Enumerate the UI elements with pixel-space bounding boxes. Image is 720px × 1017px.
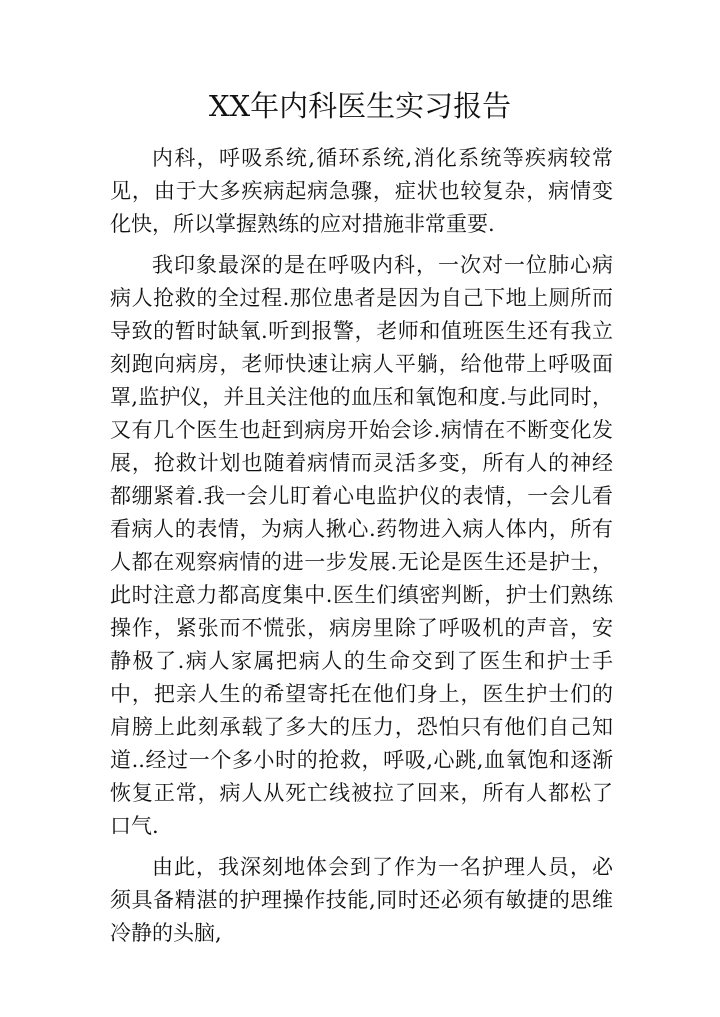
- document-title: XX年内科医生实习报告: [208, 89, 512, 123]
- paragraph-3: 由此，我深刻地体会到了作为一名护理人员，必须具备精湛的护理操作技能,同时还必须有敏捷的思维冷静的头脑,: [110, 855, 613, 945]
- paragraph-2: 我印象最深的是在呼吸内科，一次对一位肺心病病人抢救的全过程.那位患者是因为自己下地上厕所而导致的暂时缺氧.听到报警，老师和值班医生还有我立刻跑向病房，老师快速让病人平躺，给他带上呼吸面罩,监护仪，并且关注他的血压和氧饱和度.与此同时，又有几个医生也赶到病房开始会诊.病情在不断变化发展，抢救计划也随着病情而灵活多变，所有人的神经都绷紧着.我一会儿盯着心电监护仪的表情，一会儿看看病人的表情，为病人揪心.药物进入病人体内，所有人都在观察病情的进一步发展.无论是医生还是护士，此时注意力都高度集中.医生们缜密判断，护士们熟练操作，紧张而不慌张，病房里除了呼吸机的声音，安静极了.病人家属把病人的生命交到了医生和护士手中，把亲人生的希望寄托在他们身上，医生护士们的肩膀上此刻承载了多大的压力，恐怕只有他们自己知道..经过一个多小时的抢救，呼吸,心跳,血氧饱和逐渐恢复正常，病人从死亡线被拉了回来，所有人都松了口气.: [110, 253, 613, 838]
- document-body: [110, 142, 613, 958]
- paragraph-1: 内科，呼吸系统,循环系统,消化系统等疾病较常见，由于大多疾病起病急骤，症状也较复杂，病情变化快，所以掌握熟练的应对措施非常重要.: [110, 146, 613, 236]
